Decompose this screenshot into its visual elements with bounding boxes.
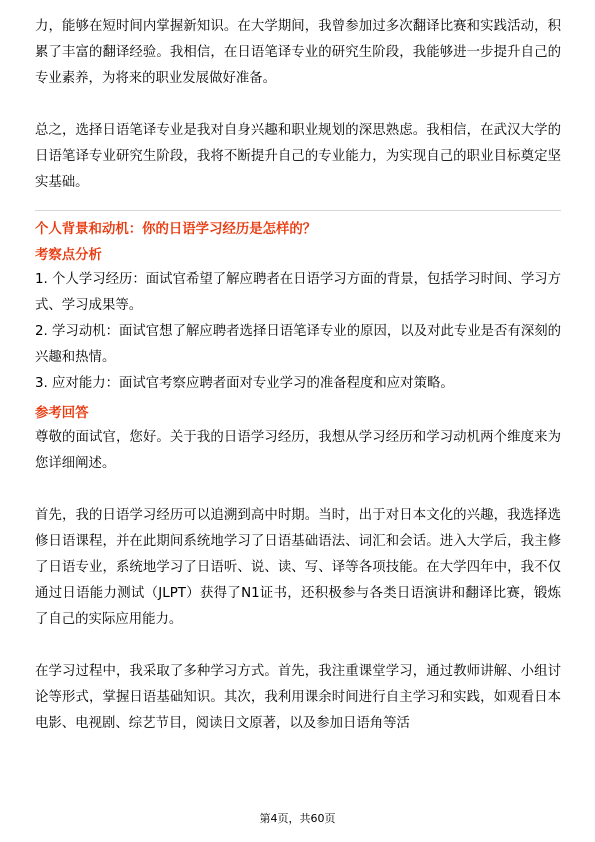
paragraph-gap [35,92,561,118]
answer-paragraph-1: 尊敬的面试官，您好。关于我的日语学习经历，我想从学习经历和学习动机两个维度来为您详细阐述。 [35,430,561,471]
document-page [35,14,561,737]
answer-paragraph-2: 首先，我的日语学习经历可以追溯到高中时期。当时，出于对日本文化的兴趣，我选择选修日语课程，并在此期间系统地学习了日语基础语法、词汇和会话。进入大学后，我主修了日语专业，系统地学习了日语听、说、读、写、译等各项技能。在大学四年中，我不仅通过日语能力测试（JLPT）获得了N1证书，还积极参与各类日语演讲和翻译比赛，锻炼了自己的实际应用能力。 [35,508,561,627]
paragraph-gap [35,477,561,503]
answer-paragraph-3: 在学习过程中，我采取了多种学习方式。首先，我注重课堂学习，通过教师讲解、小组讨论等形式，掌握日语基础知识。其次，我利用课余时间进行自主学习和实践，如观看日本电影、电视剧、综艺节目，阅读日文原著，以及参加日语角等活 [35,664,561,731]
page-number: 第4页，共60页 [259,812,336,825]
section-divider [35,210,561,211]
intro-paragraph-1: 力，能够在短时间内掌握新知识。在大学期间，我曾参加过多次翻译比赛和实践活动，积累了丰富的翻译经验。我相信，在日语笔译专业的研究生阶段，我能够进一步提升自己的专业素养，为将来的职业发展做好准备。 [35,19,561,86]
question-title: 个人背景和动机：你的日语学习经历是怎样的？ [35,222,317,237]
analysis-item-3: 3. 应对能力：面试官考察应聘者面对专业学习的准备程度和应对策略。 [35,376,454,391]
paragraph-gap [35,633,561,659]
analysis-item-2: 2. 学习动机：面试官想了解应聘者选择日语笔译专业的原因，以及对此专业是否有深刻的兴趣和热情。 [35,324,561,365]
answer-label: 参考回答 [35,406,89,421]
analysis-item-1: 1. 个人学习经历：面试官希望了解应聘者在日语学习方面的背景，包括学习时间、学习方式、学习成果等。 [35,272,561,313]
intro-paragraph-2: 总之，选择日语笔译专业是我对自身兴趣和职业规划的深思熟虑。我相信，在武汉大学的日语笔译专业研究生阶段，我将不断提升自己的专业能力，为实现自己的职业目标奠定坚实基础。 [35,123,561,190]
analysis-label: 考察点分析 [35,248,102,263]
